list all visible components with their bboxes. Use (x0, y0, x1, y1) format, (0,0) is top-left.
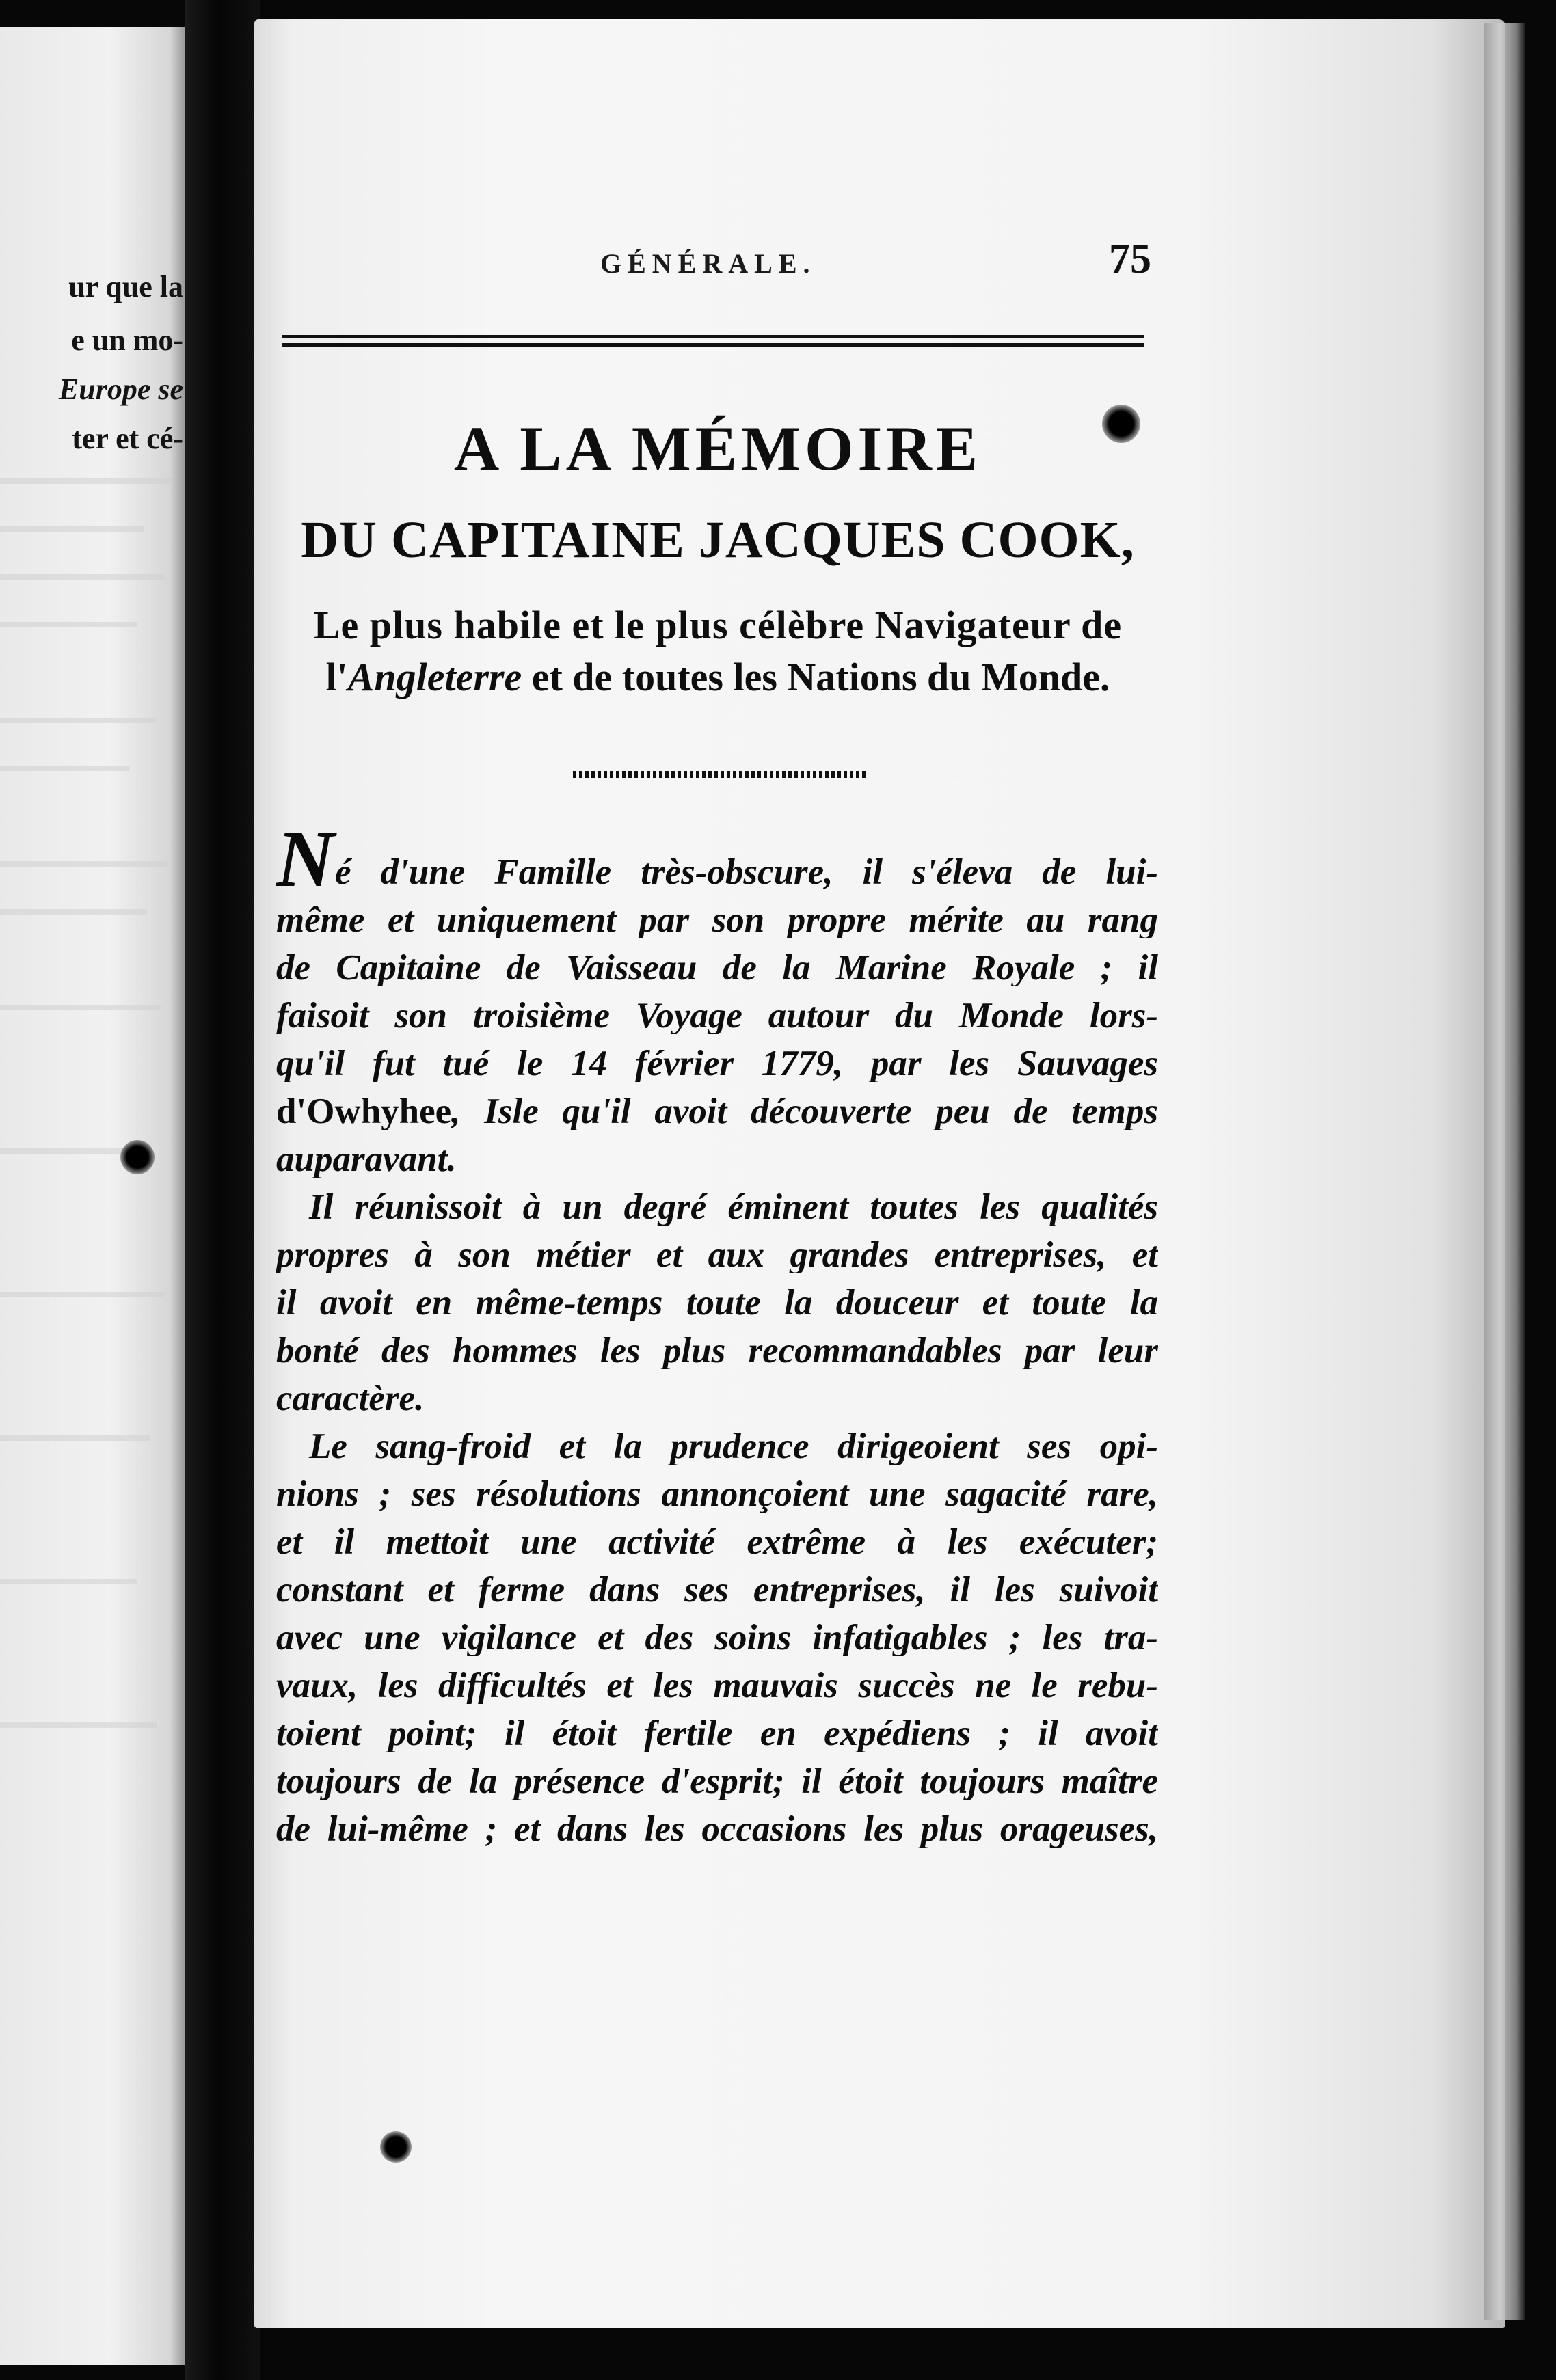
body-line: toujours de la présence d'esprit; il étoit toujours maître (276, 1763, 1158, 1800)
left-facing-page (0, 27, 185, 2365)
place-name: d'Owhyhee (276, 1094, 452, 1130)
body-line: nions ; ses résolutions annonçoient une sagacité rare, (276, 1476, 1158, 1513)
body-line: il avoit en même-temps toute la douceur et toute la (276, 1285, 1158, 1321)
left-page-line: Europe se (58, 373, 183, 406)
body-line: et il mettoit une activité extrême à les exécuter; (276, 1524, 1158, 1560)
subtitle-rest: et de toutes les Nations du Monde. (522, 655, 1110, 699)
body-line: toient point; il étoit fertile en expédiens ; il avoit (276, 1716, 1158, 1752)
drop-cap: N (276, 814, 335, 904)
title-line-2: DU CAPITAINE JACQUES COOK, (301, 511, 1135, 569)
body-line: Le sang-froid et la prudence dirigeoient ses opi- (309, 1429, 1158, 1465)
body-line-rest: , Isle qu'il avoit découverte peu de temps (451, 1094, 1158, 1130)
bleed-through-line (0, 1005, 161, 1010)
bleed-through-line (0, 718, 157, 723)
title-line-1: A LA MÉMOIRE (453, 414, 982, 483)
subtitle-line-2 (273, 655, 1162, 699)
body-line: qu'il fut tué le 14 février 1779, par les Sauvages (276, 1046, 1158, 1082)
subtitle-prefix: l' (325, 655, 348, 699)
body-line: propres à son métier et aux grandes entreprises, et (276, 1237, 1158, 1273)
body-line: faisoit son troisième Voyage autour du Monde lors- (276, 998, 1158, 1034)
body-line: auparavant. (276, 1141, 457, 1178)
left-page-line: ter et cé- (72, 422, 183, 455)
body-line: vaux, les difficultés et les mauvais succès ne le rebu- (276, 1668, 1158, 1704)
header-double-rule (282, 335, 1144, 347)
body-line: constant et ferme dans ses entreprises, il les suivoit (276, 1572, 1158, 1608)
bleed-through-line (0, 909, 147, 915)
body-line: de lui-même ; et dans les occasions les plus orageuses, (276, 1811, 1158, 1848)
bleed-through-line (0, 574, 164, 580)
subtitle-line-1: Le plus habile et le plus célèbre Navigateur de (313, 603, 1123, 647)
bleed-through-line (0, 766, 130, 771)
left-page-line: e un mo- (71, 323, 183, 357)
body-line: Il réunissoit à un degré éminent toutes les qualités (309, 1189, 1158, 1226)
body-line (276, 1094, 1158, 1130)
page-edge-shadow (1484, 23, 1525, 2320)
body-line: é d'une Famille très-obscure, il s'éleva de lui- (335, 854, 1158, 891)
bleed-through-line (0, 622, 137, 627)
ink-spot (380, 2131, 412, 2163)
ink-spot (120, 1140, 155, 1174)
bleed-through-line (0, 1579, 137, 1584)
bleed-through-line (0, 1292, 164, 1297)
ornamental-divider (573, 771, 868, 778)
bleed-through-line (0, 1722, 157, 1728)
body-line: bonté des hommes les plus recommandables par leur (276, 1333, 1158, 1369)
left-page-line: ur que la (68, 270, 183, 303)
page-number: 75 (1109, 236, 1151, 282)
subtitle-country: Angleterre (347, 655, 522, 699)
running-head: GÉNÉRALE. (600, 248, 816, 279)
book-gutter (185, 0, 260, 2380)
bleed-through-line (0, 478, 171, 484)
bleed-through-line (0, 861, 167, 867)
body-line: avec une vigilance et des soins infatigables ; les tra- (276, 1620, 1158, 1656)
body-line: de Capitaine de Vaisseau de la Marine Royale ; il (276, 950, 1158, 986)
body-line: même et uniquement par son propre mérite au rang (276, 902, 1158, 938)
bleed-through-line (0, 1148, 140, 1154)
bleed-through-line (0, 1435, 150, 1441)
body-line: caractère. (276, 1381, 425, 1417)
bleed-through-line (0, 526, 144, 532)
